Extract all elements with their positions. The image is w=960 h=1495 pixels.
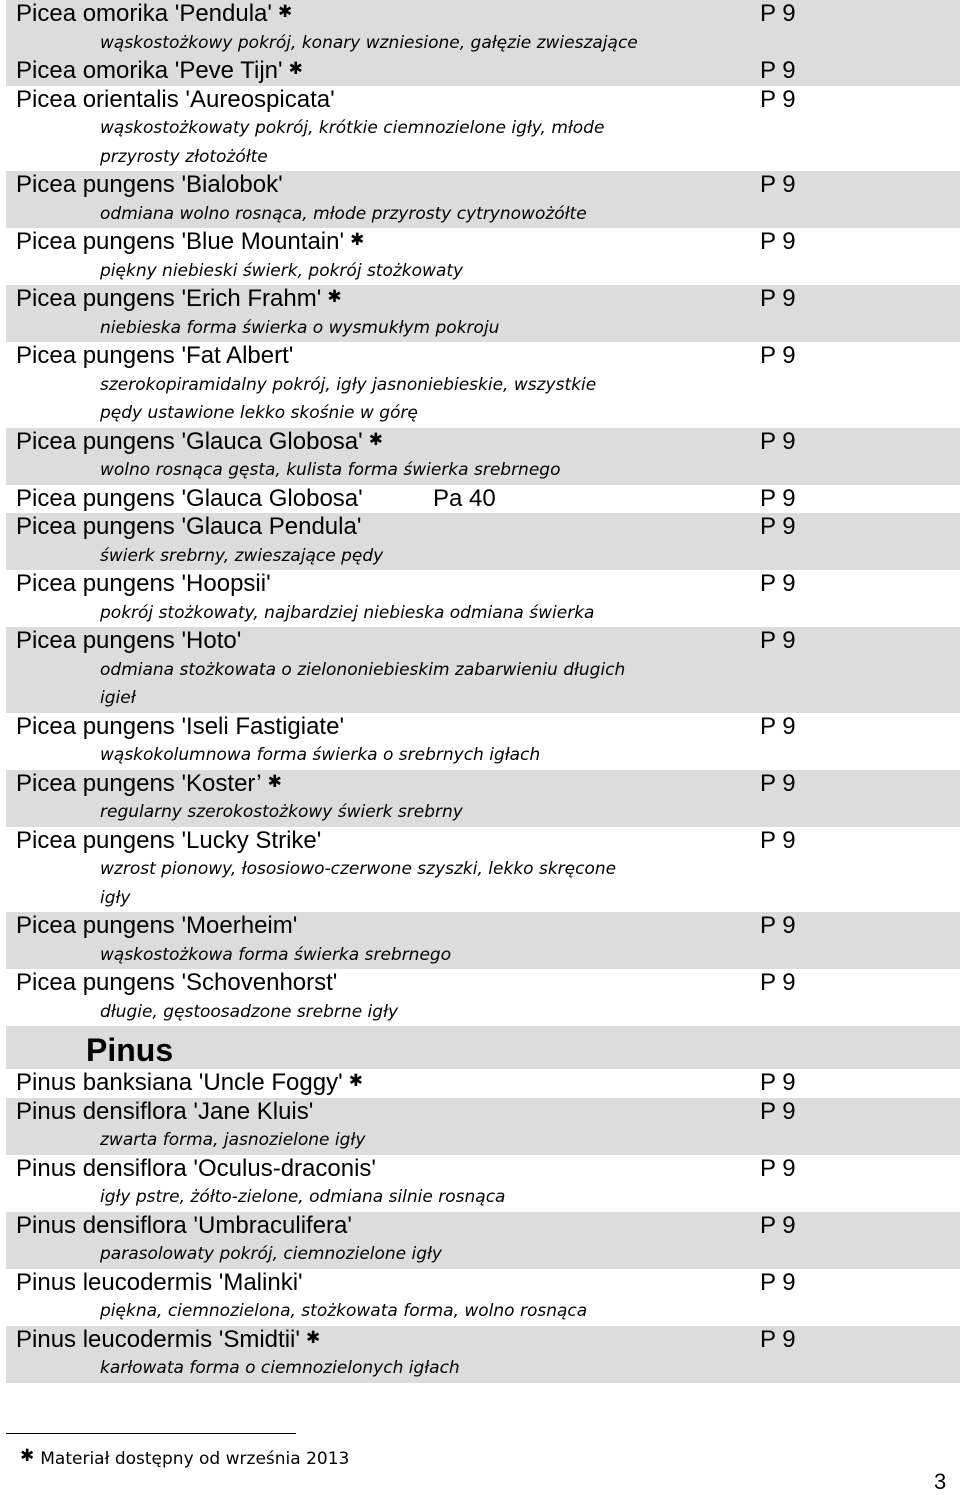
plant-name-text: Pinus leucodermis 'Smidtii' xyxy=(16,1325,300,1353)
plant-name-text: Picea pungens 'Iseli Fastigiate' xyxy=(16,712,345,740)
plant-name xyxy=(16,912,297,941)
plant-description: karłowata forma o ciemnozielonych igłach xyxy=(100,1358,460,1378)
pot-size: P 9 xyxy=(760,912,796,939)
plant-name xyxy=(16,86,335,115)
plant-name xyxy=(16,1098,313,1127)
pot-size: P 9 xyxy=(760,627,796,654)
plant-entry xyxy=(6,0,960,57)
asterisk-icon: ✱ xyxy=(267,771,282,791)
plant-entry xyxy=(6,713,960,770)
asterisk-icon: ✱ xyxy=(288,59,303,78)
plant-description: pokrój stożkowaty, najbardziej niebieska odmiana świerka xyxy=(100,602,595,623)
plant-list xyxy=(6,0,960,1383)
pot-size: P 9 xyxy=(760,1211,796,1239)
plant-description: odmiana wolno rosnąca, młode przyrosty cytrynowożółte xyxy=(100,203,587,224)
plant-name-text: Picea pungens 'Hoopsii' xyxy=(16,570,271,597)
plant-name xyxy=(16,171,283,200)
plant-row xyxy=(6,86,960,115)
pot-size: P 9 xyxy=(760,171,796,198)
pot-size: P 9 xyxy=(760,427,796,455)
plant-entry xyxy=(6,627,960,713)
plant-entry xyxy=(6,57,960,86)
plant-description: wolno rosnąca gęsta, kulista forma świerka srebrnego xyxy=(100,460,561,480)
plant-entry xyxy=(6,1212,960,1269)
genus-row xyxy=(6,1026,960,1069)
plant-description: igły pstre, żółto-zielone, odmiana silnie rosnąca xyxy=(100,1187,506,1207)
plant-name-text: Pinus banksiana 'Uncle Foggy' xyxy=(16,1069,343,1096)
plant-description: wąskokolumnowa forma świerka o srebrnych igłach xyxy=(100,745,541,765)
asterisk-icon: ✱ xyxy=(368,429,383,449)
plant-row xyxy=(6,171,960,200)
plant-name xyxy=(16,713,344,742)
asterisk-icon: ✱ xyxy=(350,230,365,249)
plant-name-text: Pinus densiflora 'Oculus-draconis' xyxy=(16,1154,376,1182)
plant-name xyxy=(16,1069,363,1100)
plant-name-text: Picea pungens 'Glauca Pendula' xyxy=(16,513,362,540)
pot-size: P 9 xyxy=(760,712,796,740)
plant-name xyxy=(16,969,337,998)
pot-size: P 9 xyxy=(760,969,796,996)
asterisk-icon: ✱ xyxy=(277,2,293,21)
plant-name xyxy=(16,770,282,801)
pot-size: P 9 xyxy=(760,1268,796,1296)
plant-entry xyxy=(6,485,960,514)
plant-name xyxy=(16,0,292,31)
plant-row xyxy=(6,1269,960,1298)
pot-size: P 9 xyxy=(760,1154,796,1182)
footnote-separator xyxy=(6,1433,296,1434)
footnote xyxy=(20,1447,349,1471)
plant-row xyxy=(6,1098,960,1127)
plant-name-text: Picea orientalis 'Aureospicata' xyxy=(16,85,335,113)
plant-name xyxy=(16,570,271,599)
plant-name-text: Picea pungens 'Moerheim' xyxy=(16,912,298,939)
plant-description: parasolowaty pokrój, ciemnozielone igły xyxy=(100,1244,442,1264)
plant-name-text: Pinus densiflora 'Umbraculifera' xyxy=(16,1211,352,1239)
plant-name-text: Pinus densiflora 'Jane Kluis' xyxy=(16,1097,314,1125)
pot-size: P 9 xyxy=(760,57,796,84)
plant-name-text: Picea omorika 'Pendula' xyxy=(16,0,272,27)
pot-size: P 9 xyxy=(760,1097,796,1125)
plant-name xyxy=(16,1326,320,1357)
plant-row xyxy=(6,228,960,257)
plant-row xyxy=(6,827,960,856)
plant-name-text: Picea pungens 'Hoto' xyxy=(16,627,242,654)
plant-row xyxy=(6,627,960,656)
plant-entry xyxy=(6,1269,960,1326)
plant-row xyxy=(6,428,960,457)
plant-row xyxy=(6,912,960,941)
plant-description: regularny szerokostożkowy świerk srebrny xyxy=(100,802,463,822)
plant-entry xyxy=(6,86,960,172)
pot-size: P 9 xyxy=(760,85,796,113)
footnote-text: Materiał dostępny od września 2013 xyxy=(40,1449,350,1469)
plant-name-text: Picea pungens 'Glauca Globosa' xyxy=(16,484,363,512)
plant-name-text: Picea pungens 'Glauca Globosa' xyxy=(16,427,363,455)
plant-name xyxy=(16,827,321,856)
plant-name xyxy=(16,1155,376,1184)
page-number: 3 xyxy=(934,1469,947,1494)
plant-name xyxy=(16,1212,352,1241)
plant-name-text: Picea pungens 'Fat Albert' xyxy=(16,342,294,369)
pot-size: P 9 xyxy=(760,228,796,255)
plant-name-text: Picea pungens 'Bialobok' xyxy=(16,171,283,198)
plant-description: wąskostożkowaty pokrój, krótkie ciemnozielone igły, młode przyrosty złotożółte xyxy=(100,118,605,167)
plant-row xyxy=(6,0,960,29)
pot-size: P 9 xyxy=(760,570,796,597)
plant-entry xyxy=(6,770,960,827)
plant-entry xyxy=(6,513,960,570)
plant-row xyxy=(6,57,960,86)
plant-name-text: Picea pungens 'Blue Mountain' xyxy=(16,228,345,255)
plant-row xyxy=(6,513,960,542)
container-size: Pa 40 xyxy=(433,484,496,512)
plant-row xyxy=(6,1069,960,1098)
plant-entry xyxy=(6,570,960,627)
plant-entry xyxy=(6,285,960,342)
plant-name-text: Picea pungens 'Lucky Strike' xyxy=(16,826,322,854)
asterisk-icon: ✱ xyxy=(327,287,342,306)
plant-description: piękna, ciemnozielona, stożkowata forma, wolno rosnąca xyxy=(100,1301,588,1321)
plant-name xyxy=(16,627,241,656)
pot-size: P 9 xyxy=(760,769,796,797)
plant-name-text: Picea omorika 'Peve Tijn' xyxy=(16,57,283,84)
plant-description: zwarta forma, jasnozielone igły xyxy=(100,1130,366,1150)
plant-entry xyxy=(6,912,960,969)
genus-heading: Pinus xyxy=(86,1032,174,1068)
plant-description: długie, gęstoosadzone srebrne igły xyxy=(100,1001,399,1022)
plant-description: świerk srebrny, zwieszające pędy xyxy=(100,545,384,566)
pot-size: P 9 xyxy=(760,1069,796,1096)
plant-description: wzrost pionowy, łososiowo-czerwone szyszki, lekko skręcone igły xyxy=(100,859,617,908)
plant-row xyxy=(6,570,960,599)
plant-row xyxy=(6,713,960,742)
plant-entry xyxy=(6,428,960,485)
asterisk-icon: ✱ xyxy=(305,1327,321,1347)
plant-row xyxy=(6,770,960,799)
plant-entry xyxy=(6,969,960,1026)
plant-name xyxy=(16,1269,303,1298)
plant-name xyxy=(16,57,303,88)
plant-entry xyxy=(6,171,960,228)
plant-row xyxy=(6,485,960,514)
plant-row xyxy=(6,1155,960,1184)
plant-row xyxy=(6,969,960,998)
asterisk-icon: ✱ xyxy=(20,1446,35,1466)
plant-description: wąskostożkowy pokrój, konary wzniesione, gałęzie zwieszające xyxy=(100,32,638,53)
plant-entry xyxy=(6,1098,960,1155)
plant-entry xyxy=(6,827,960,913)
plant-entry xyxy=(6,342,960,428)
plant-name-text: Picea pungens 'Erich Frahm' xyxy=(16,285,322,312)
plant-row xyxy=(6,1212,960,1241)
plant-description: wąskostożkowa forma świerka srebrnego xyxy=(100,944,452,965)
pot-size: P 9 xyxy=(760,826,796,854)
plant-name xyxy=(16,228,364,259)
pot-size: P 9 xyxy=(760,484,796,512)
pot-size: P 9 xyxy=(760,285,796,312)
plant-description: odmiana stożkowata o zielononiebieskim zabarwieniu długich igieł xyxy=(100,659,626,708)
plant-entry xyxy=(6,1326,960,1383)
pot-size: P 9 xyxy=(760,342,796,369)
plant-entry xyxy=(6,228,960,285)
plant-name-text: Picea pungens 'Schovenhorst' xyxy=(16,969,338,996)
plant-name xyxy=(16,513,361,542)
pot-size: P 9 xyxy=(760,513,796,540)
pot-size: P 9 xyxy=(760,0,796,27)
asterisk-icon: ✱ xyxy=(348,1071,363,1090)
plant-row xyxy=(6,285,960,314)
plant-description: szerokopiramidalny pokrój, igły jasnoniebieskie, wszystkie pędy ustawione lekko skośnie w górę xyxy=(100,374,597,423)
plant-name xyxy=(16,285,342,316)
plant-description: niebieska forma świerka o wysmukłym pokroju xyxy=(100,317,500,338)
plant-entry xyxy=(6,1069,960,1098)
genus-heading-block xyxy=(6,1026,960,1069)
plant-entry xyxy=(6,1155,960,1212)
plant-row xyxy=(6,1326,960,1355)
plant-name xyxy=(16,485,363,514)
plant-name-text: Pinus leucodermis 'Malinki' xyxy=(16,1268,303,1296)
plant-row xyxy=(6,342,960,371)
plant-name xyxy=(16,428,383,459)
plant-name-text: Picea pungens 'Koster’ xyxy=(16,769,262,797)
plant-name xyxy=(16,342,293,371)
plant-description: piękny niebieski świerk, pokrój stożkowaty xyxy=(100,260,464,281)
pot-size: P 9 xyxy=(760,1325,796,1353)
